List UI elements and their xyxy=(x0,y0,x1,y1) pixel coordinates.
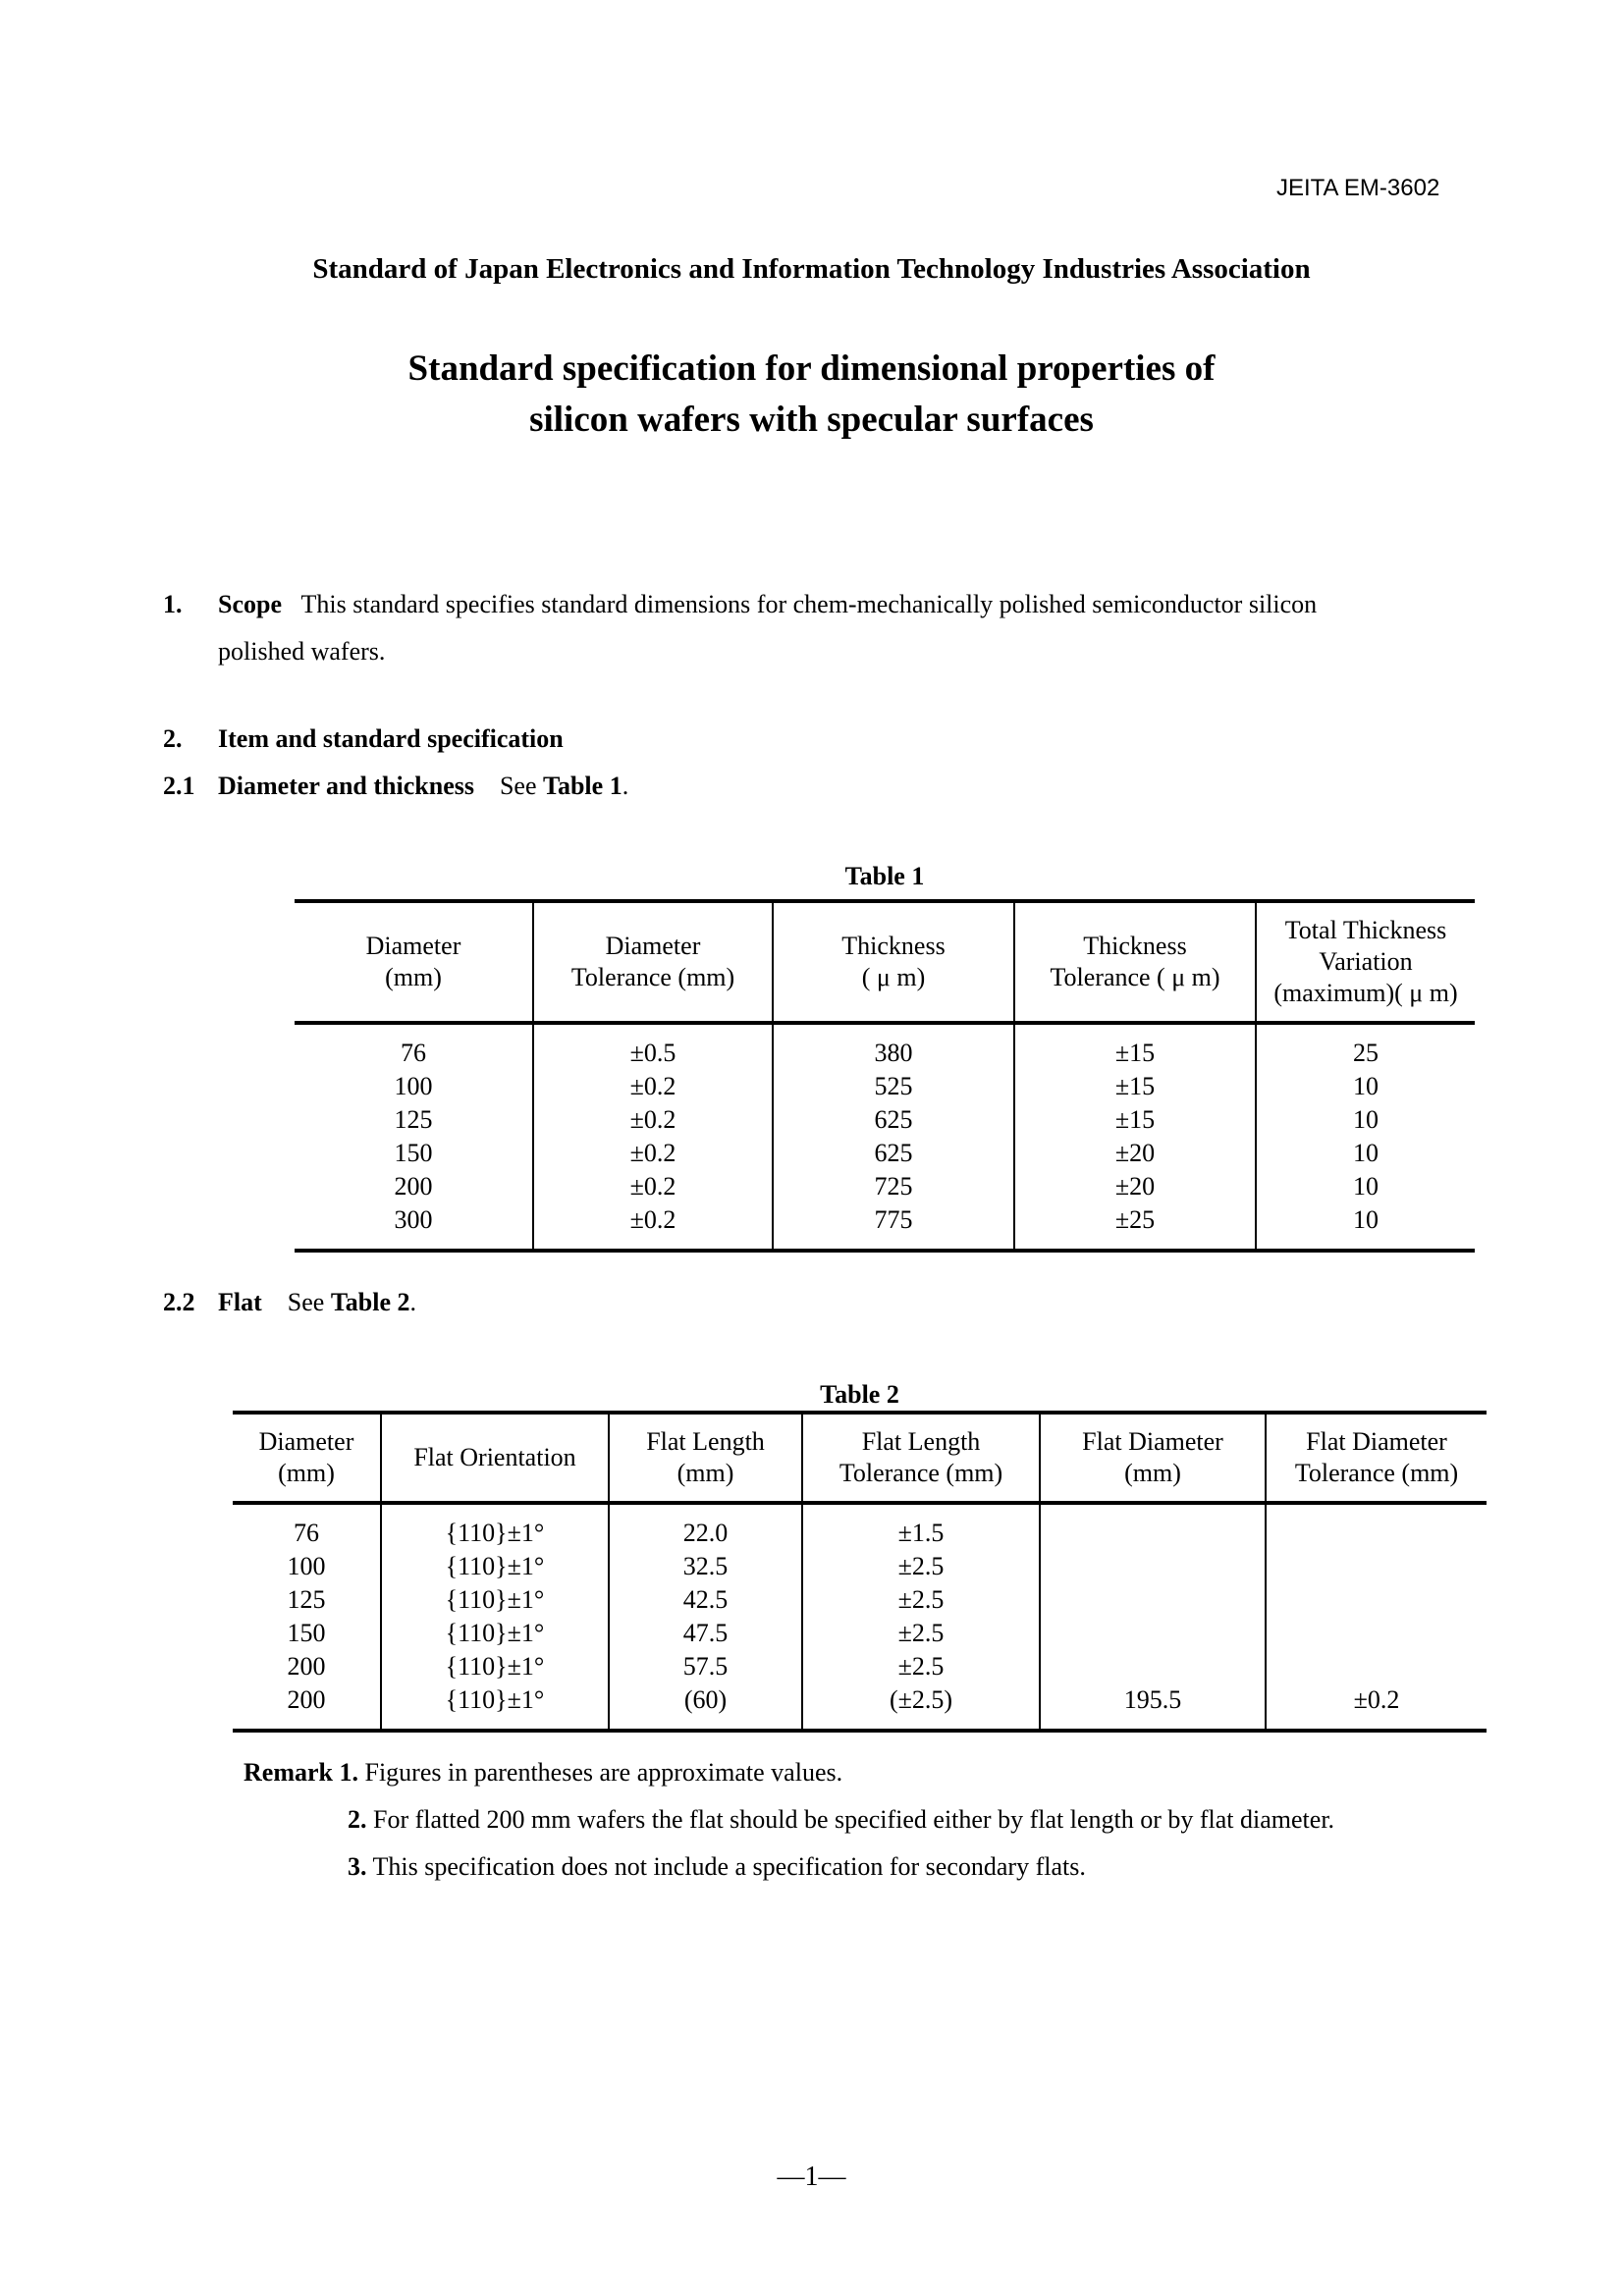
table-cell: 525 xyxy=(773,1070,1014,1103)
remark-item xyxy=(243,1796,1334,1843)
column-header: Flat Diameter Tolerance (mm) xyxy=(1266,1413,1487,1503)
column-header: Thickness Tolerance ( μ m) xyxy=(1014,901,1256,1023)
table-cell: 10 xyxy=(1256,1170,1475,1203)
section-number: 2. xyxy=(163,724,183,753)
table-cell: 47.5 xyxy=(609,1617,802,1650)
column-header: Diameter (mm) xyxy=(365,932,461,991)
table-cell: ±2.5 xyxy=(802,1617,1040,1650)
table-cell: {110}±1° xyxy=(381,1617,609,1650)
table-header-row xyxy=(233,1413,1487,1503)
table-cell: 125 xyxy=(394,1105,433,1134)
table-cell: ±2.5 xyxy=(802,1550,1040,1583)
table-cell xyxy=(1040,1583,1266,1617)
table-cell: 10 xyxy=(1256,1070,1475,1103)
column-header: Diameter Tolerance (mm) xyxy=(533,901,773,1023)
table-cell: ±2.5 xyxy=(802,1583,1040,1617)
remark-item xyxy=(243,1843,1334,1891)
column-header: Diameter (mm) xyxy=(258,1427,354,1487)
table-cell: ±0.2 xyxy=(533,1070,773,1103)
remark-item xyxy=(243,1749,1334,1796)
scope-text-continued: polished wafers. xyxy=(218,637,386,666)
table2-caption: Table 2 xyxy=(820,1380,899,1409)
table-cell: 200 xyxy=(287,1652,326,1681)
table-2 xyxy=(233,1411,1487,1733)
title-line-2: silicon wafers with specular surfaces xyxy=(529,400,1094,440)
table-reference: Table 2 xyxy=(330,1288,410,1316)
column-header: Flat Orientation xyxy=(381,1413,609,1503)
table-cell: 42.5 xyxy=(609,1583,802,1617)
table-cell: 125 xyxy=(287,1585,326,1614)
table-cell: 76 xyxy=(401,1039,426,1067)
table-cell: 200 xyxy=(287,1685,326,1714)
table-reference: Table 1 xyxy=(543,772,622,800)
table-row xyxy=(295,1023,1475,1070)
table-cell: ±15 xyxy=(1014,1070,1256,1103)
subsection-diameter-thickness xyxy=(163,772,628,801)
table-row xyxy=(295,1070,1475,1103)
table-row xyxy=(233,1683,1487,1731)
table-cell: 100 xyxy=(394,1072,433,1100)
table-cell: ±0.2 xyxy=(533,1137,773,1170)
scope-text: This standard specifies standard dimensions for chem-mechanically polished semiconductor silicon xyxy=(300,590,1318,618)
table-cell: 625 xyxy=(773,1137,1014,1170)
table-cell: {110}±1° xyxy=(381,1650,609,1683)
section-heading: Scope xyxy=(218,590,282,618)
see-text: See xyxy=(287,1288,325,1316)
table-cell: 22.0 xyxy=(609,1503,802,1550)
table-cell: 150 xyxy=(394,1139,433,1167)
table-cell: ±1.5 xyxy=(802,1503,1040,1550)
section-heading: Item and standard specification xyxy=(218,724,564,753)
table-cell: 100 xyxy=(287,1552,326,1580)
section-number: 1. xyxy=(163,590,183,618)
period: . xyxy=(622,772,629,800)
table-cell xyxy=(1266,1550,1487,1583)
column-header: Flat Length (mm) xyxy=(609,1413,802,1503)
table-cell xyxy=(1040,1650,1266,1683)
table-cell: (±2.5) xyxy=(802,1683,1040,1731)
table-cell: ±15 xyxy=(1014,1103,1256,1137)
table-cell xyxy=(1266,1617,1487,1650)
subsection-number: 2.2 xyxy=(163,1288,195,1316)
table-cell xyxy=(1266,1503,1487,1550)
table-cell: 25 xyxy=(1256,1023,1475,1070)
table-row xyxy=(233,1650,1487,1683)
remark-text: Figures in parentheses are approximate values. xyxy=(364,1758,843,1787)
table-row xyxy=(233,1503,1487,1550)
table-cell xyxy=(1266,1583,1487,1617)
table-cell xyxy=(1266,1650,1487,1683)
table-cell: 775 xyxy=(773,1203,1014,1251)
table-row xyxy=(233,1617,1487,1650)
table-cell: ±2.5 xyxy=(802,1650,1040,1683)
table-cell: 57.5 xyxy=(609,1650,802,1683)
table-cell xyxy=(1040,1503,1266,1550)
table-cell: {110}±1° xyxy=(381,1583,609,1617)
remark-number: 1. xyxy=(339,1758,358,1787)
table-cell: {110}±1° xyxy=(381,1503,609,1550)
period: . xyxy=(409,1288,416,1316)
column-header: Flat Diameter (mm) xyxy=(1040,1413,1266,1503)
title-line-1: Standard specification for dimensional properties of xyxy=(407,348,1216,389)
table-cell: 300 xyxy=(394,1205,433,1234)
table-cell: 32.5 xyxy=(609,1550,802,1583)
table-header-row xyxy=(295,901,1475,1023)
remark-label: Remark xyxy=(243,1758,333,1787)
organization-name: Standard of Japan Electronics and Information Technology Industries Association xyxy=(312,253,1311,285)
table-cell: 76 xyxy=(294,1519,319,1547)
table-cell: 10 xyxy=(1256,1137,1475,1170)
document-id: JEITA EM-3602 xyxy=(1276,175,1440,201)
section-scope xyxy=(163,581,1459,675)
remark-number: 3. xyxy=(348,1852,367,1881)
section-item-spec xyxy=(163,724,564,754)
table-cell: ±15 xyxy=(1014,1023,1256,1070)
table1-caption: Table 1 xyxy=(844,862,925,890)
page-number: —1— xyxy=(777,2162,846,2192)
table-cell: ±0.2 xyxy=(1266,1683,1487,1731)
subsection-heading: Flat xyxy=(218,1288,262,1316)
table-row xyxy=(295,1137,1475,1170)
document-title xyxy=(0,344,1623,446)
table-cell: {110}±1° xyxy=(381,1550,609,1583)
table-cell: ±0.5 xyxy=(533,1023,773,1070)
subsection-flat xyxy=(163,1288,416,1317)
column-header: Total Thickness Variation (maximum)( μ m) xyxy=(1256,901,1475,1023)
table-row xyxy=(295,1203,1475,1251)
see-text: See xyxy=(499,772,537,800)
table-cell xyxy=(1040,1617,1266,1650)
table-cell: (60) xyxy=(609,1683,802,1731)
table-cell: ±20 xyxy=(1014,1137,1256,1170)
table-row xyxy=(295,1103,1475,1137)
table-cell: 10 xyxy=(1256,1203,1475,1251)
subsection-heading: Diameter and thickness xyxy=(218,772,474,800)
table-cell: 725 xyxy=(773,1170,1014,1203)
column-header: Thickness ( μ m) xyxy=(773,901,1014,1023)
table-cell: 150 xyxy=(287,1619,326,1647)
table-row xyxy=(233,1583,1487,1617)
subsection-number: 2.1 xyxy=(163,772,195,800)
column-header: Flat Length Tolerance (mm) xyxy=(802,1413,1040,1503)
table-cell: {110}±1° xyxy=(381,1683,609,1731)
table-cell: 380 xyxy=(773,1023,1014,1070)
table-cell: ±0.2 xyxy=(533,1203,773,1251)
remark-text: For flatted 200 mm wafers the flat should be specified either by flat length or by flat diameter. xyxy=(373,1805,1335,1834)
table-cell: ±20 xyxy=(1014,1170,1256,1203)
remark-text: This specification does not include a specification for secondary flats. xyxy=(372,1852,1086,1881)
remarks xyxy=(243,1749,1334,1891)
table-cell: 195.5 xyxy=(1040,1683,1266,1731)
table-cell: 625 xyxy=(773,1103,1014,1137)
table-cell: ±25 xyxy=(1014,1203,1256,1251)
table-cell: 200 xyxy=(394,1172,433,1201)
remark-number: 2. xyxy=(348,1805,367,1834)
table-row xyxy=(233,1550,1487,1583)
table-cell: ±0.2 xyxy=(533,1103,773,1137)
table-1 xyxy=(295,899,1475,1253)
table-cell: 10 xyxy=(1256,1103,1475,1137)
table-cell: ±0.2 xyxy=(533,1170,773,1203)
table-cell xyxy=(1040,1550,1266,1583)
table-row xyxy=(295,1170,1475,1203)
